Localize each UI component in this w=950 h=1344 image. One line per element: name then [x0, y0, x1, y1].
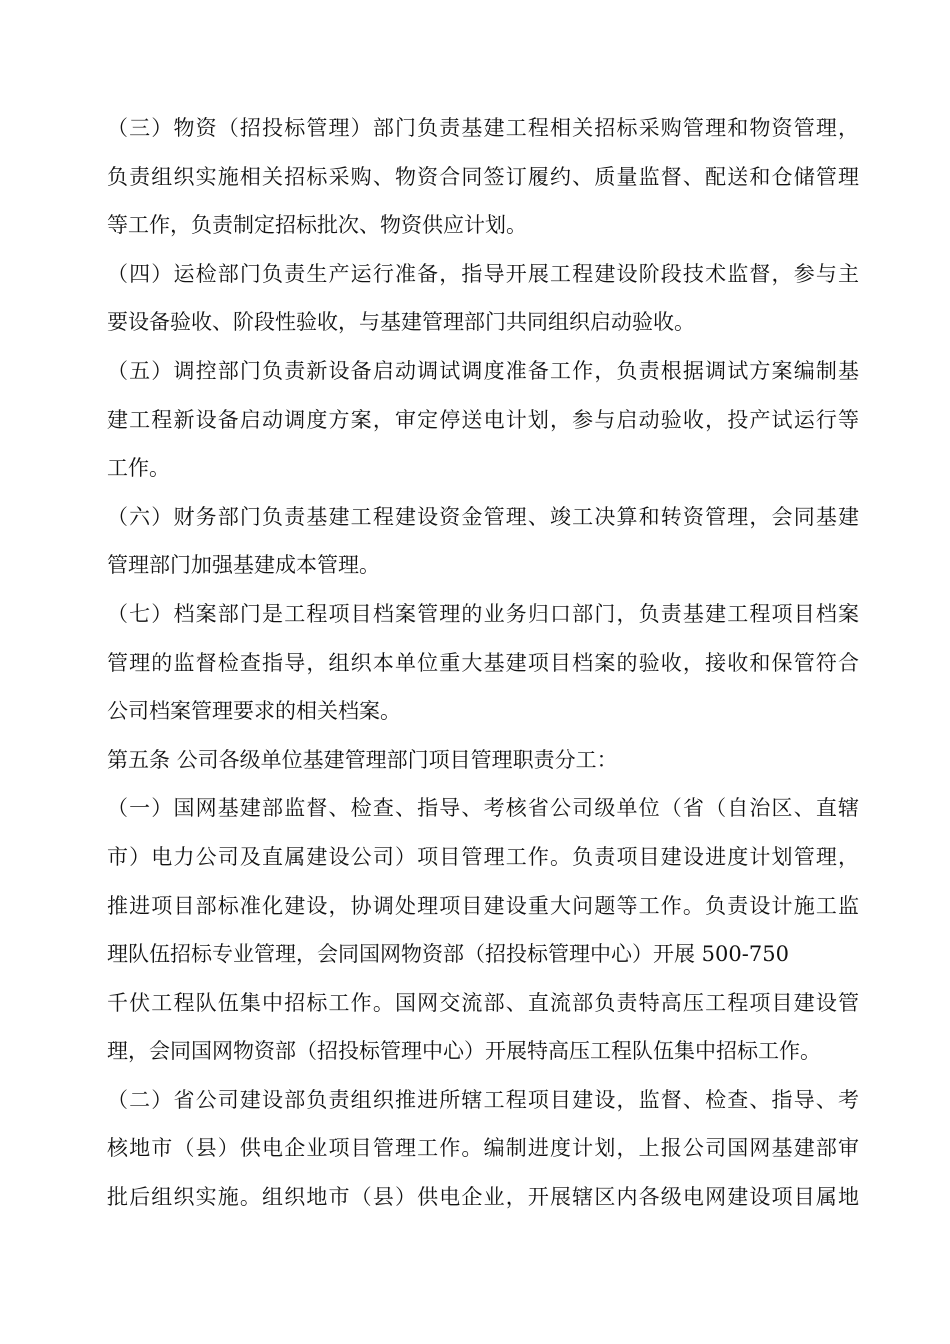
- paragraph-line: （三）物资（招投标管理）部门负责基建工程相关招标采购管理和物资管理，: [107, 116, 859, 140]
- paragraph-line: 工作。: [107, 456, 170, 481]
- paragraph-line: （五）调控部门负责新设备启动调试调度准备工作，负责根据调试方案编制基: [107, 358, 859, 383]
- paragraph-line: 核地市（县）供电企业项目管理工作。编制进度计划，上报公司国网基建部审: [107, 1136, 859, 1161]
- article-heading: 第五条 公司各级单位基建管理部门项目管理职责分工：: [107, 747, 618, 772]
- paragraph-line: （二）省公司建设部负责组织推进所辖工程项目建设，监督、检查、指导、考: [107, 1087, 859, 1112]
- paragraph-line: 公司档案管理要求的相关档案。: [107, 699, 401, 724]
- paragraph-line: 等工作，负责制定招标批次、物资供应计划。: [107, 213, 527, 238]
- paragraph-line: 批后组织实施。组织地市（县）供电企业，开展辖区内各级电网建设项目属地: [107, 1185, 859, 1210]
- paragraph-line: （六）财务部门负责基建工程建设资金管理、竣工决算和转资管理，会同基建: [107, 504, 859, 529]
- paragraph-line: 市）电力公司及直属建设公司）项目管理工作。负责项目建设进度计划管理，: [107, 844, 859, 869]
- paragraph-line: 理，会同国网物资部（招投标管理中心）开展特高压工程队伍集中招标工作。: [107, 1039, 821, 1064]
- paragraph-line: 推进项目部标准化建设，协调处理项目建设重大问题等工作。负责设计施工监: [107, 893, 859, 918]
- paragraph-line: 理队伍招标专业管理，会同国网物资部（招投标管理中心）开展 500-750: [107, 942, 789, 967]
- paragraph-line: 千伏工程队伍集中招标工作。国网交流部、直流部负责特高压工程项目建设管: [107, 990, 859, 1015]
- paragraph-line: 负责组织实施相关招标采购、物资合同签订履约、质量监督、配送和仓储管理: [107, 164, 859, 189]
- paragraph-line: 管理的监督检查指导，组织本单位重大基建项目档案的验收，接收和保管符合: [107, 650, 859, 675]
- paragraph-line: 要设备验收、阶段性验收，与基建管理部门共同组织启动验收。: [107, 310, 695, 335]
- paragraph-line: 管理部门加强基建成本管理。: [107, 553, 380, 578]
- paragraph-line: 建工程新设备启动调度方案，审定停送电计划，参与启动验收，投产试运行等: [107, 407, 859, 432]
- paragraph-line: （一）国网基建部监督、检查、指导、考核省公司级单位（省（自治区、直辖: [107, 796, 859, 821]
- document-body: [107, 104, 859, 1222]
- paragraph-line: （四）运检部门负责生产运行准备，指导开展工程建设阶段技术监督，参与主: [107, 261, 859, 286]
- paragraph-line: （七）档案部门是工程项目档案管理的业务归口部门，负责基建工程项目档案: [107, 601, 859, 626]
